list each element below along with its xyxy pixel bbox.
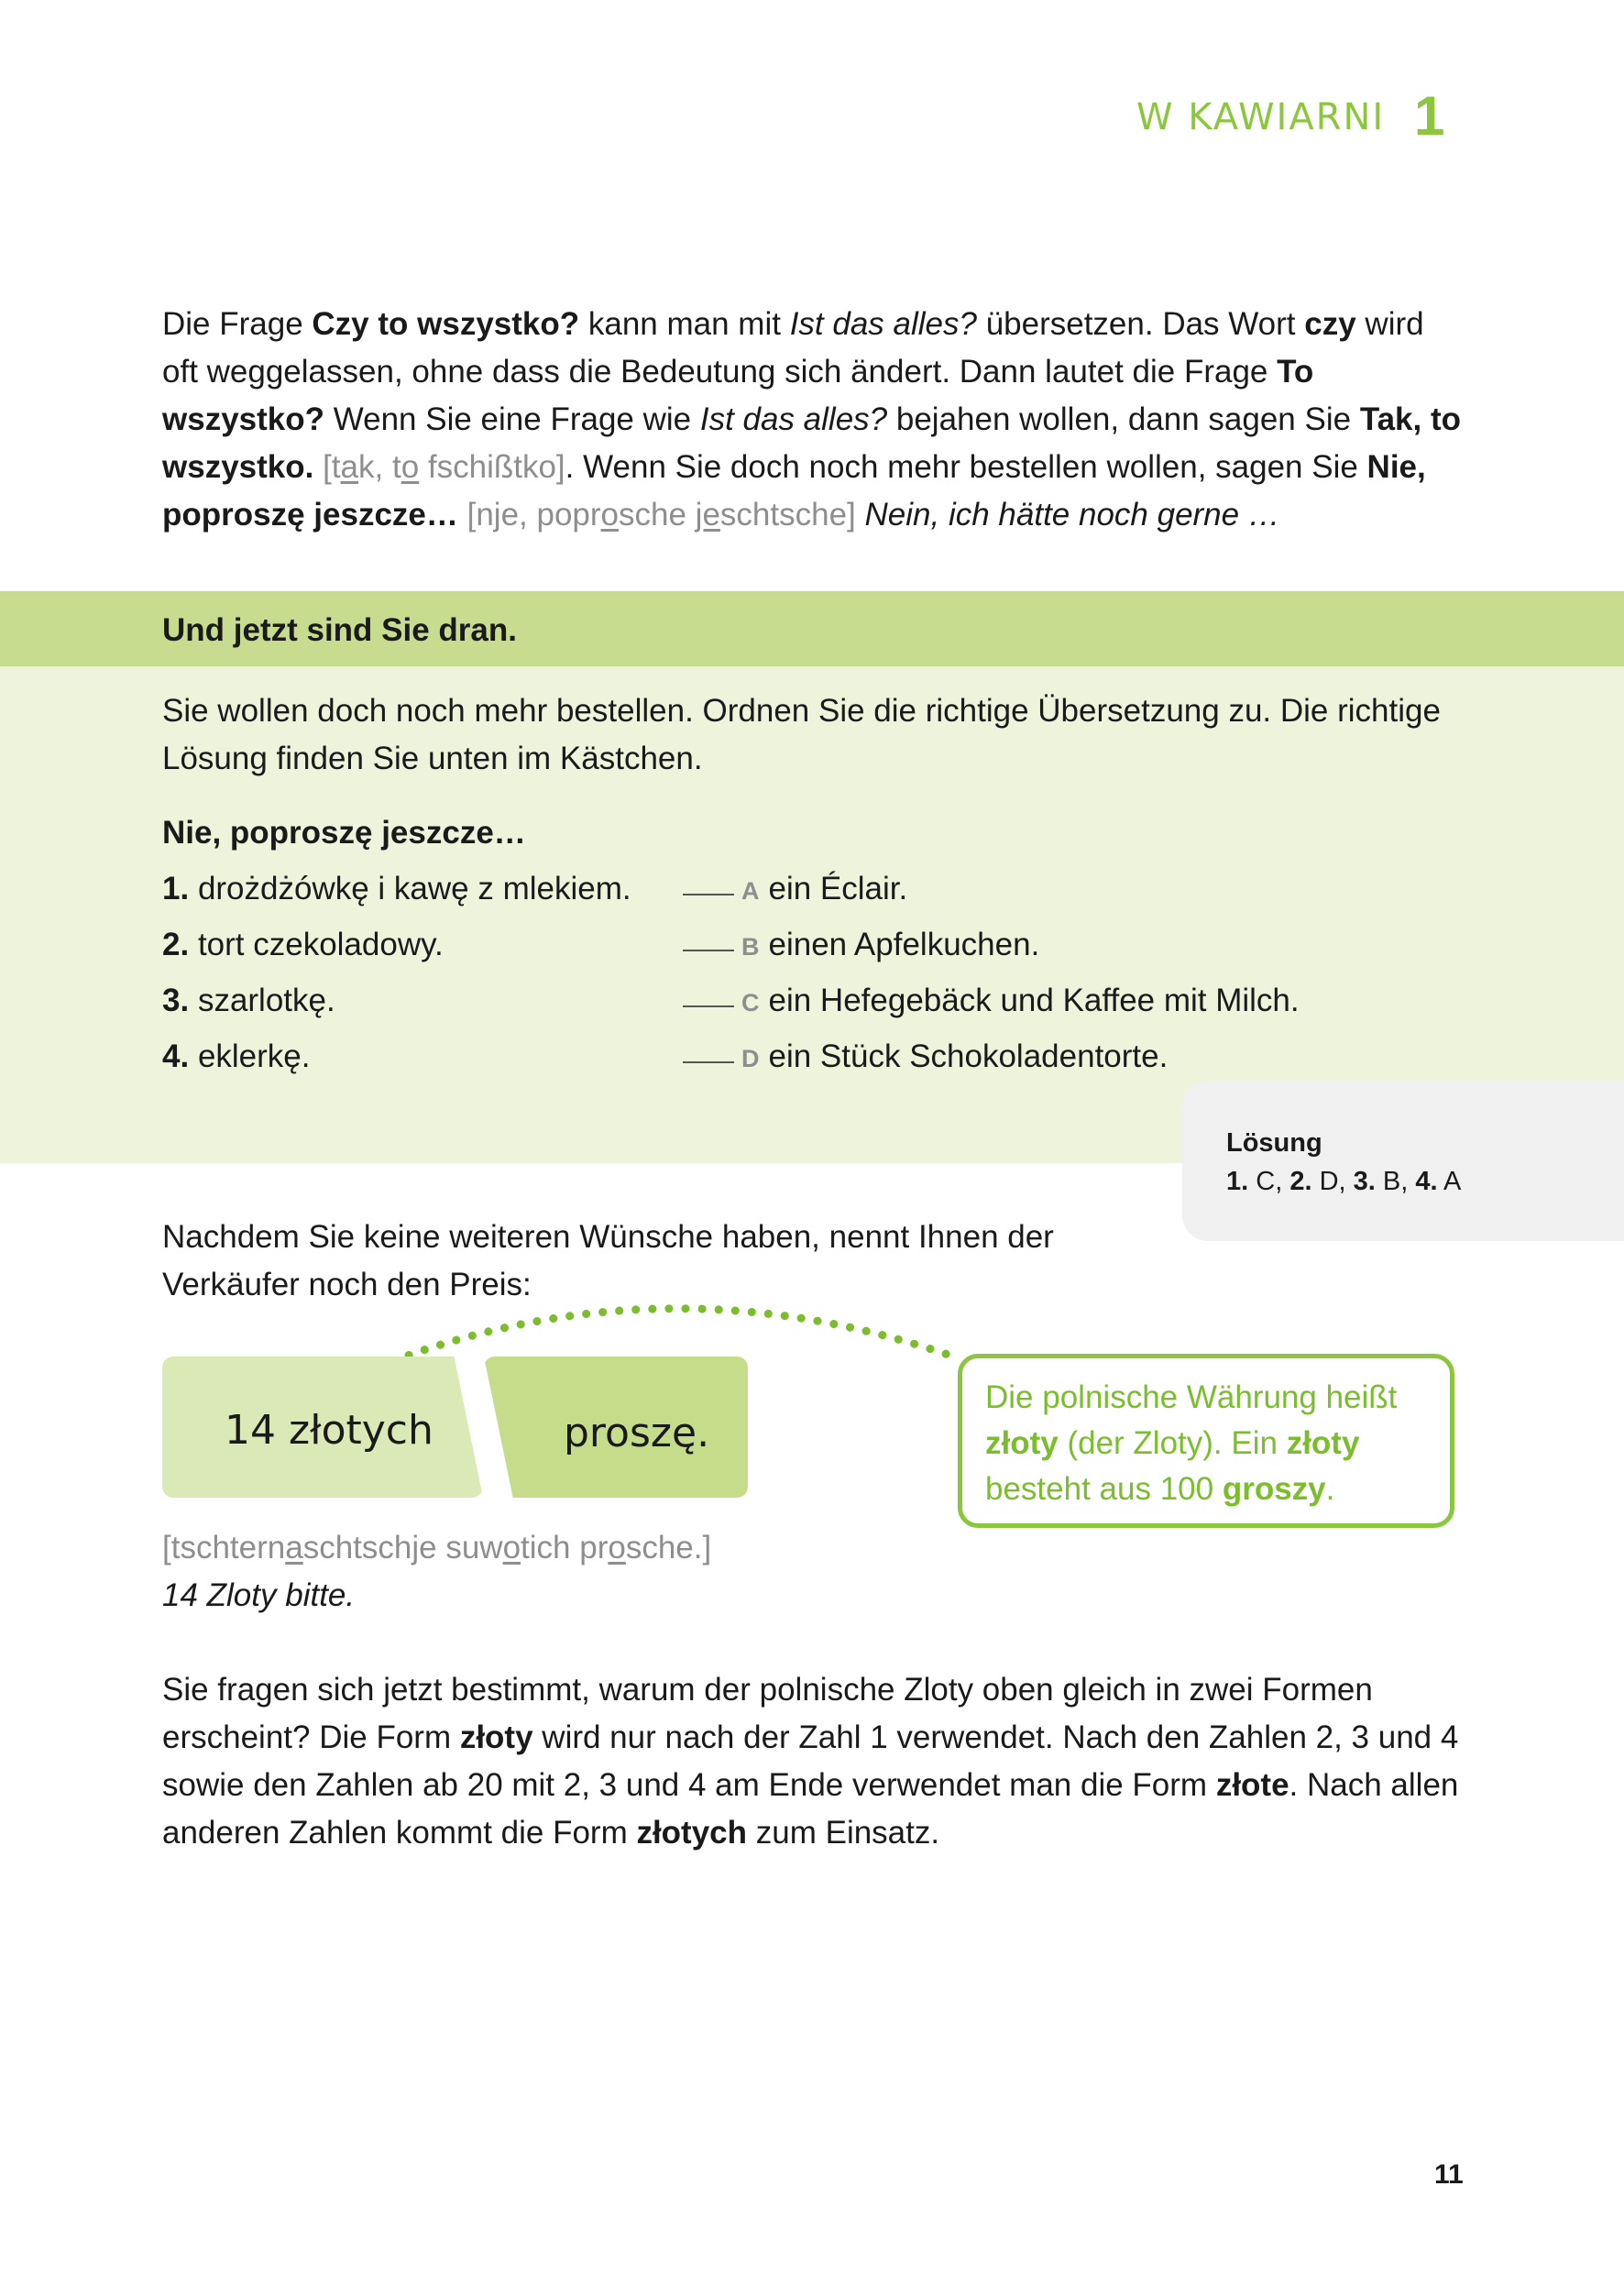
pronunciation: [tak, to fschißtko] [313,449,565,485]
intro-bold: Czy to wszystko? [312,306,580,342]
intro-text: Die Frage [162,306,313,342]
solution-box [1182,1082,1624,1241]
intro-text: . Wenn Sie doch noch mehr bestellen wollen, sagen Sie [565,449,1367,485]
intro-text: übersetzen. Das Wort [976,306,1305,342]
answer-blank[interactable] [683,950,734,951]
page-number: 11 [1434,2159,1464,2190]
intro-bold: Tak, to wszystko. [162,401,1462,485]
answer-blank[interactable] [683,1061,734,1063]
phrase-please-text: proszę. [564,1410,710,1456]
answer-blank[interactable] [683,1005,734,1007]
exercise-option: A ein Éclair. [683,865,907,915]
intro-italic: Ist das alles? [699,401,888,437]
exercise-instructions: Sie wollen doch noch mehr bestellen. Ordnen Sie die richtige Übersetzung zu. Die richtige Lösung finden Sie unten im Kästchen. [162,693,1441,776]
intro-text: Wenn Sie eine Frage wie [324,401,700,437]
exercise-option: B einen Apfelkuchen. [683,921,1039,971]
info-text: Die polnische Währung heißt złoty (der Zloty). Ein złoty besteht aus 100 groszy. [985,1379,1398,1507]
intro-text [856,497,865,533]
price-translation: 14 Zloty bitte. [162,1577,356,1613]
pronunciation: [nje, poprosche jeschtsche] [457,497,856,533]
chapter-number: 1 [1414,85,1445,147]
intro-paragraph [162,301,1464,539]
exercise-heading: Und jetzt sind Sie dran. [162,612,517,648]
chapter-title: W KAWIARNI [1136,96,1386,138]
answer-blank[interactable] [683,894,734,895]
solution-text: 1. C, 2. D, 3. B, 4. A [1226,1167,1462,1196]
exercise-option: C ein Hefegebäck und Kaffee mit Milch. [683,977,1300,1027]
intro-bold: Nie, poproszę jeszcze… [162,449,1426,533]
intro-italic: Ist das alles? [789,306,977,342]
intro-text: bejahen wollen, dann sagen Sie [887,401,1360,437]
exercise-option: D ein Stück Schokoladentorte. [683,1033,1168,1082]
exercise-item: 3. szarlotkę. [162,983,335,1018]
exercise-prompt: Nie, poproszę jeszcze… [162,815,526,851]
price-intro: Nachdem Sie keine weiteren Wünsche haben, nennt Ihnen der Verkäufer noch den Preis: [162,1219,1054,1302]
intro-text: kann man mit [579,306,790,342]
exercise-item: 2. tort czekoladowy. [162,927,444,962]
closing-paragraph: Sie fragen sich jetzt bestimmt, warum der polnische Zloty oben gleich in zwei Formen erscheint? Die Form złoty wird nur nach der Zahl 1 verwendet. Nach den Zahlen 2, 3 und 4 sowie den Zahlen ab 20 mit 2, 3 und 4 am Ende verwendet man die Form złote. Nach allen anderen Zahlen kommt die Form złotych zum Einsatz. [162,1672,1459,1851]
exercise-item: 1. drożdżówkę i kawę z mlekiem. [162,871,631,906]
phrase-price-text: 14 złotych [225,1407,433,1454]
intro-bold: czy [1304,306,1356,342]
intro-text: wird oft weggelassen, ohne dass die Bedeutung sich ändert. Dann lautet die Frage [162,306,1424,390]
intro-bold: To wszystko? [162,354,1314,437]
solution-label: Lösung [1226,1128,1322,1158]
exercise-item: 4. eklerkę. [162,1038,311,1074]
intro-italic: Nein, ich hätte noch gerne … [864,497,1280,533]
price-pronunciation: [tschternaschtschje suwotich prosche.] [162,1530,712,1565]
